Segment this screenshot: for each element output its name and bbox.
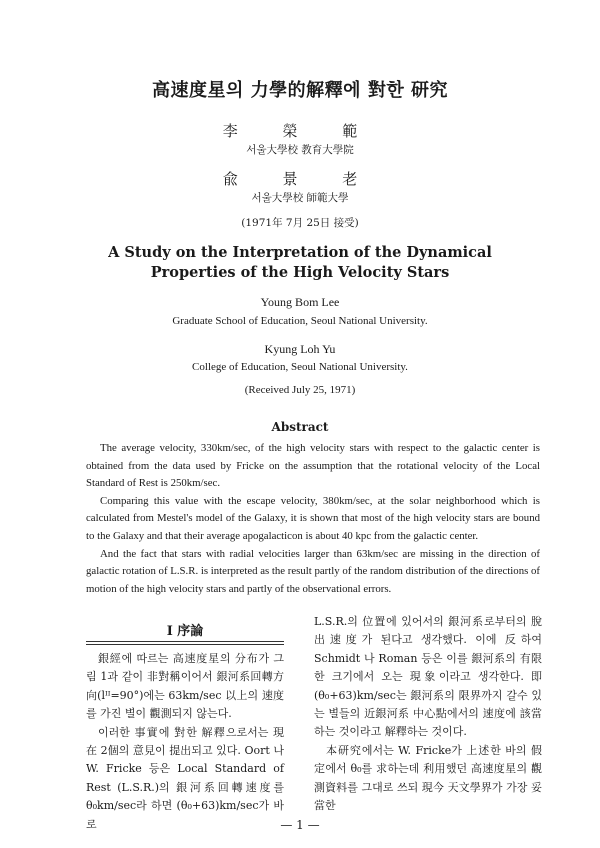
korean-title: 高速度星의 力學的解釋에 對한 研究 — [152, 80, 448, 101]
section-heading: I 序論 — [166, 624, 204, 639]
author-1-affiliation-en: Graduate School of Education, Seoul National University. — [172, 315, 428, 327]
abstract-paragraph: The average velocity, 330km/sec, of the high velocity stars with respect to the galactic center is obtained from the data used by Fricke on the assumption that the rotational velocity of the Local Standard of Rest is 250km/sec. — [86, 442, 540, 490]
author-2-affiliation-kr: 서울大學校 師範大學 — [251, 192, 349, 204]
author-2-name-en: Kyung Loh Yu — [264, 342, 336, 356]
section-rule — [86, 641, 284, 642]
body-paragraph: L.S.R.의 位置에 있어서의 銀河系로부터의 脫出速度가 된다고 생각했다. 이에 反하여 Schmidt 나 Roman 등은 이를 銀河系의 有限한 크기에서 오는 現象이라고 생각한다. 即 (θ₀+63)km/sec는 銀河系의 限界까지 갈수 있는 별들의 近銀河系 中心點에서의 速度에 該當하는 것이라고 解釋하는 것이다. — [314, 615, 542, 739]
body-paragraph: 이러한 事實에 對한 解釋으로서는 現在 2個의 意見이 提出되고 있다. Oort 나 W. Fricke 등은 Local Standard of Rest (L.S.R.)의 銀河系回轉速度를 θ₀km/sec라 하면 (θ₀+63)km/sec가 바로 — [86, 725, 284, 831]
author-2-affiliation-en: College of Education, Seoul National University. — [192, 361, 408, 373]
english-title-line-2: Properties of the High Velocity Stars — [150, 264, 450, 281]
left-column — [86, 650, 284, 834]
body-paragraph: 本研究에서는 W. Fricke가 上述한 바의 假定에서 θ₀를 求하는데 利用했던 高速度星의 觀測資料를 그대로 쓰되 現今 天文學界가 가장 妥當한 — [314, 743, 542, 813]
page-number: — 1 — — [280, 818, 320, 832]
author-1-name-en: Young Bom Lee — [260, 295, 340, 309]
author-1-affiliation-kr: 서울大學校 教育大學院 — [246, 144, 354, 156]
body-paragraph: 銀經에 따르는 高速度星의 分布가 그림 1과 같이 非對稱이어서 銀河系回轉方向(lᴵᴵ=90°)에는 63km/sec 以上의 速度를 가진 별이 觀測되지 않는다. — [86, 652, 284, 721]
english-title-line-1: A Study on the Interpretation of the Dynamical — [108, 244, 492, 261]
section-rule — [86, 644, 284, 645]
received-date-en: (Received July 25, 1971) — [244, 384, 356, 396]
received-date-kr: (1971年 7月 25日 接受) — [241, 217, 359, 229]
abstract-paragraph: And the fact that stars with radial velocities larger than 63km/sec are missing in the direction of galactic rotation of L.S.R. is interpreted as the result partly of the random distribution of the directions of motion of the high velocity stars and partly of the observational errors. — [86, 547, 540, 595]
abstract-heading: Abstract — [271, 420, 329, 434]
author-1-name-kr: 李 榮 範 — [222, 122, 378, 140]
abstract-paragraph: Comparing this value with the escape velocity, 380km/sec, at the solar neighborhood which is calculated from Mestel's model of the Galaxy, it is shown that most of the high velocity stars are bound to the Galaxy and that their average apogalacticon is about 40 kpc from the galactic center. — [86, 494, 540, 542]
right-column — [314, 613, 542, 815]
abstract-body — [86, 440, 540, 598]
author-2-name-kr: 兪 景 老 — [222, 170, 378, 188]
